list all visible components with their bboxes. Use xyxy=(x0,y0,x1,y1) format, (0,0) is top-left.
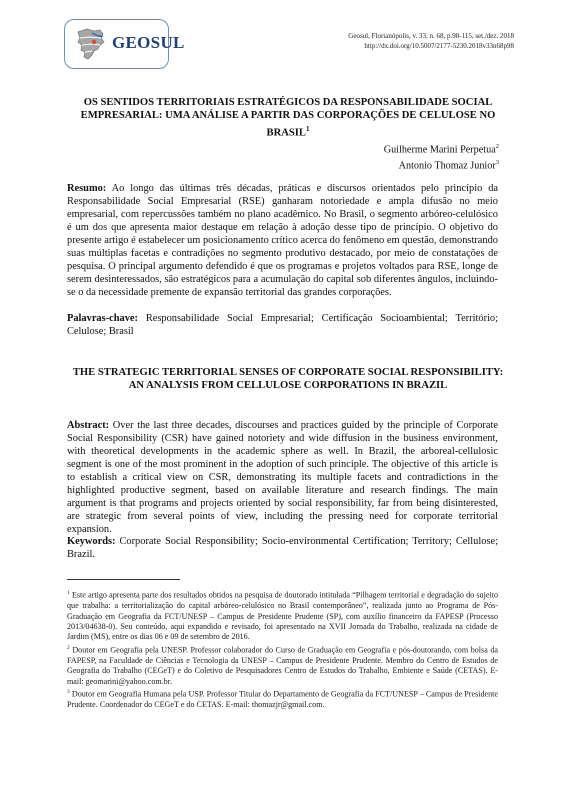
footnote xyxy=(67,643,498,687)
author-footnote-mark[interactable]: 2 xyxy=(495,143,499,150)
title-footnote-mark[interactable]: 1 xyxy=(305,124,310,133)
doi-link[interactable]: http://dx.doi.org/10.5007/2177-5230.2018v33n68p98 xyxy=(364,41,514,50)
resumo-paragraph xyxy=(67,183,498,300)
footnote-text: Este artigo apresenta parte dos resultados obtidos na pesquisa de doutorado intitulada “Pilhagem territorial e degradação do sujeito que trabalha: a territorialização do capital arbóreo-celulósico no Brasil contemporâneo”, realizada junto ao Programa de Pós-Graduação em Geografia da FCT/UNESP – Campus de Presidente Prudente (SP), com auxílio financeiro da FAPESP (Processo 2013/04638-0). Seu conteúdo, aqui expandido e revisado, foi apresentado na XVII Jornada do Trabalho, realizada na cidade de Jardim (MS), entre os dias 06 e 09 de setembro de 2016. xyxy=(67,590,498,642)
footnote-mark: 2 xyxy=(67,644,70,651)
citation-line: Geosul, Florianópolis, v. 33, n. 68, p.98-115, set./dez. 2018 xyxy=(348,32,514,40)
author-entry xyxy=(239,156,499,172)
author-entry xyxy=(239,140,499,156)
title-text: OS SENTIDOS TERRITORIAIS ESTRATÉGICOS DA RESPONSABILIDADE SOCIAL EMPRESARIAL: UMA ANÁLISE A PARTIR DAS CORPORAÇÕES DE CELULOSE NO BRASIL xyxy=(80,97,496,139)
footnote-text: Doutor em Geografia pela UNESP. Professor colaborador do Curso de Graduação em Geografia e pós-doutorando, com bolsa da FAPESP, na Faculdade de Ciências e Tecnologia da UNESP – Campus de Presidente Prudente. Membro do Centro de Estudos de Geografia do Trabalho (CEGeT) e do Coletivo de Pesquisadores Centro de Estudos do Trabalho, Embiente e Saúde (CETAS). E-mail: geomarini@yahoo.com.br. xyxy=(67,645,498,686)
article-title xyxy=(72,96,504,140)
author-name: Antonio Thomaz Junior xyxy=(398,160,496,172)
palavras-chave-paragraph xyxy=(67,313,498,339)
palavras-chave-label: Palavras-chave: xyxy=(67,313,138,324)
palavras-chave-text: Responsabilidade Social Empresarial; Certificação Socioambiental; Território; Celulose; Brasil xyxy=(67,313,498,337)
abstract-paragraph xyxy=(67,420,498,537)
footnote-mark: 1 xyxy=(67,590,70,596)
footnotes xyxy=(67,588,498,711)
resumo-label: Resumo: xyxy=(67,183,107,194)
journal-citation xyxy=(264,32,514,51)
resumo-text: Ao longo das últimas três décadas, práticas e discursos orientados pelo princípio da Responsabilidade Social Empresarial (RSE) ganharam notoriedade e ampla difusão no meio empresarial, com repercussões também no plano acadêmico. No Brasil, o segmento arbóreo-celulósico é um dos que apresenta maior destaque em relação à adoção desse tipo de princípio. O objetivo do presente artigo é estabelecer um posicionamento crítico acerca do fenômeno em questão, demonstrando suas múltiplas facetas e contradições no segmento produtivo destacado, por meio de constatações de pesquisa. O principal argumento defendido é que os programas e projetos voltados para RSE, longe de serem desinteressados, são estratégicos para a acumulação do capital sob diferentes ângulos, incluindo-se o da necessidade premente de expansão territorial das grandes corporações. xyxy=(67,183,498,298)
abstract-text: Over the last three decades, discourses and practices guided by the principle of Corporate Social Responsibility (CSR) have gained notoriety and wide diffusion in the business environment, with theoretical developments in the academic sphere as well. In Brazil, the arboreal-cellulosic segment is one of the most prominent in the adoption of such principle. The objective of this article is to establish a critical view on CSR, demonstrating its multiple facets and contradictions in the highlighted productive segment, based on available literature and research findings. The main argument is that programs and projects oriented by social responsibility, far from being disinterested, are strategic from several points of view, including the pressing need for corporate territorial expansion. xyxy=(67,420,498,535)
author-footnote-mark[interactable]: 3 xyxy=(495,159,499,167)
abstract-label: Abstract: xyxy=(67,420,110,431)
footnote xyxy=(67,588,498,643)
author-name: Guilherme Marini Perpetua xyxy=(383,144,496,156)
author-list xyxy=(239,140,499,173)
footnote-text: Doutor em Geografia Humana pela USP. Professor Titular do Departamento de Geografia da FCT/UNESP – Campus de Presidente Prudente. Coordenador do CEGeT e do CETAS. E-mail: thomazjr@gmail.com. xyxy=(67,689,498,710)
logo-wordmark: GEOSUL xyxy=(112,33,185,52)
keywords-paragraph xyxy=(67,536,498,562)
english-title: THE STRATEGIC TERRITORIAL SENSES OF CORPORATE SOCIAL RESPONSIBILITY: AN ANALYSIS FROM CELLULOSE CORPORATIONS IN BRAZIL xyxy=(72,367,504,392)
footnote-mark: 3 xyxy=(67,689,70,696)
southern-brazil-map-icon xyxy=(70,24,110,64)
footnote xyxy=(67,687,498,711)
geosul-logo xyxy=(64,19,185,69)
keywords-label: Keywords: xyxy=(67,536,116,547)
footnote-divider xyxy=(67,579,180,580)
keywords-text: Corporate Social Responsibility; Socio-environmental Certification; Territory; Cellulose; Brazil. xyxy=(67,536,498,560)
